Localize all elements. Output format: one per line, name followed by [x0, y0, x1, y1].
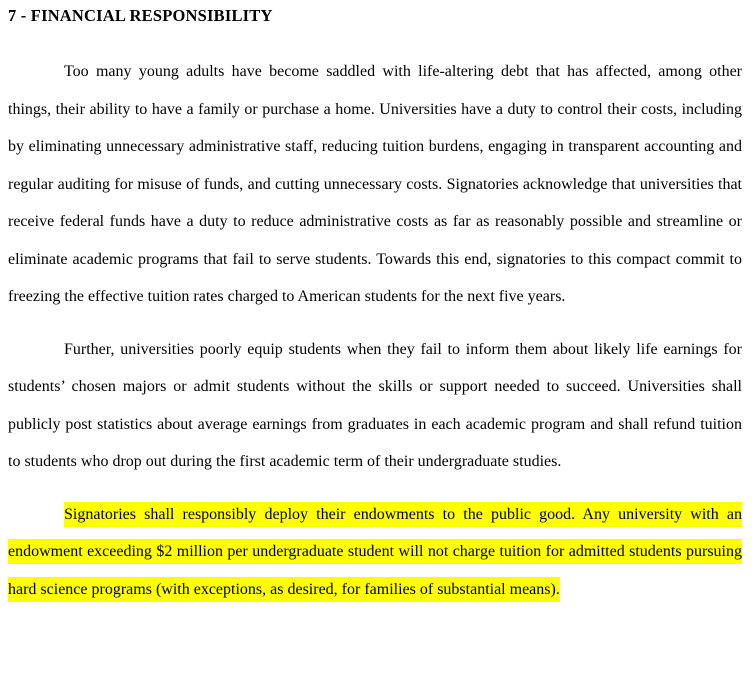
- paragraph-text: Too many young adults have become saddled with life-altering debt that has affected, among other things, their ability to have a family or purchase a home. Universities have a duty to control their costs, including by eliminating unnecessary administrative staff, reducing tuition burdens, engaging in transparent accounting and regular auditing for misuse of funds, and cutting unnecessary costs. Signatories acknowledge that universities that receive federal funds have a duty to reduce administrative costs as far as reasonably possible and streamline or eliminate academic programs that fail to serve students. Towards this end, signatories to this compact commit to freezing the effective tuition rates charged to American students for the next five years.: [8, 63, 742, 305]
- paragraph-text: Further, universities poorly equip students when they fail to inform them about likely life earnings for students’ chosen majors or admit students without the skills or support needed to succeed. Universities shall publicly post statistics about average earnings from graduates in each academic program and shall refund tuition to students who drop out during the first academic term of their undergraduate studies.: [8, 340, 742, 470]
- section-heading: 7 - FINANCIAL RESPONSIBILITY: [8, 6, 273, 25]
- paragraph-earnings-transparency-refunds: [8, 331, 742, 481]
- highlighted-paragraph-text: Signatories shall responsibly deploy their endowments to the public good. Any university with an endowment exceeding $2 million per undergraduate student will not charge tuition for admitted students pursuing hard science programs (with exceptions, as desired, for families of substantial means).: [8, 502, 742, 602]
- paragraph-endowment-deployment: [8, 496, 742, 609]
- paragraph-student-debt-tuition-freeze: [8, 53, 742, 316]
